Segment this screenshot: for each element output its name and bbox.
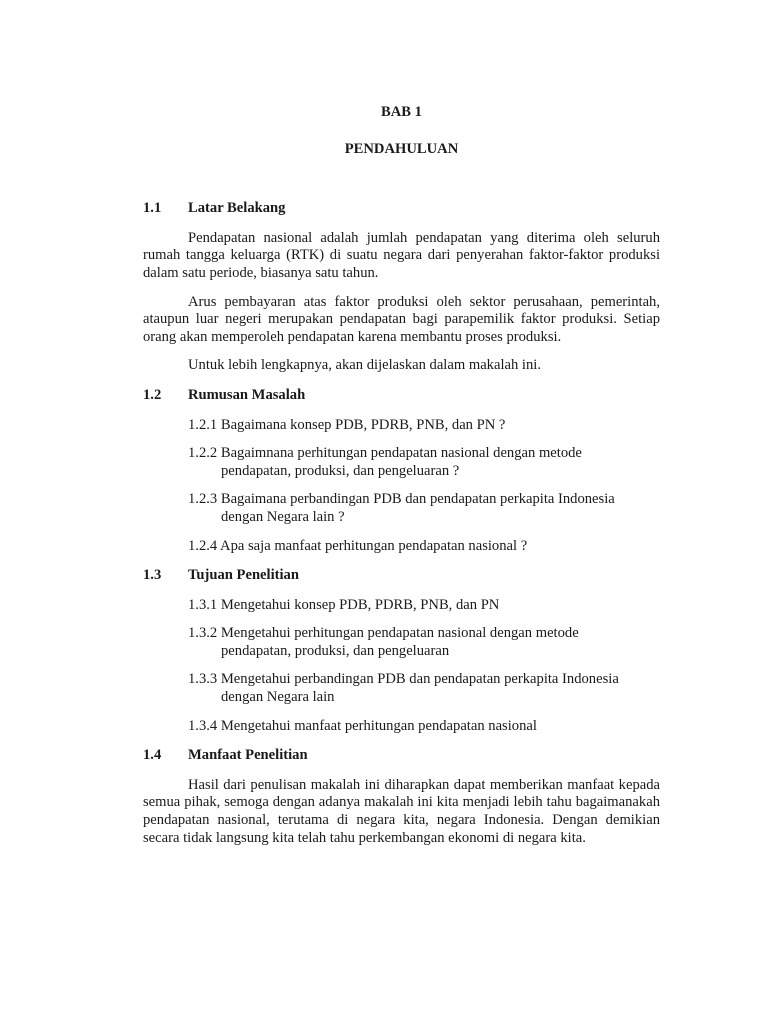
section-number: 1.3: [143, 567, 162, 584]
list-item-line: 1.2.2 Bagaimnana perhitungan pendapatan nasional dengan metode: [188, 445, 582, 462]
list-item-line: 1.2.4 Apa saja manfaat perhitungan pendapatan nasional ?: [188, 537, 528, 554]
chapter-number: BAB 1: [381, 104, 422, 120]
section-title: Rumusan Masalah: [188, 386, 306, 403]
section-number: 1.2: [143, 386, 162, 403]
section-number: 1.4: [143, 747, 162, 764]
paragraph: Untuk lebih lengkapnya, akan dijelaskan dalam makalah ini.: [188, 357, 541, 374]
list-item: [143, 718, 660, 736]
list-item: [143, 597, 660, 615]
section-title: Tujuan Penelitian: [188, 567, 299, 584]
list-item-continuation: pendapatan, produksi, dan pengeluaran: [221, 642, 450, 659]
section-title: Manfaat Penelitian: [188, 747, 308, 764]
list-item: [143, 625, 660, 660]
paragraph: Hasil dari penulisan makalah ini diharapkan dapat memberikan manfaat kepada semua pihak, semoga dengan adanya makalah ini kita menjadi lebih tahu bagaimanakah pendapatan nasional, terutama di negara kita, negara Indonesia. Dengan demikian secara tidak langsung kita telah tahu perkembangan ekonomi di negara kita.: [143, 776, 660, 846]
list-item-line: 1.3.1 Mengetahui konsep PDB, PDRB, PNB, dan PN: [188, 596, 500, 613]
section-title: Latar Belakang: [188, 200, 286, 217]
list-item: [143, 671, 660, 706]
list-item-line: 1.3.4 Mengetahui manfaat perhitungan pendapatan nasional: [188, 717, 537, 734]
list-item: [143, 417, 660, 435]
list-item: [143, 491, 660, 526]
section-heading-latar-belakang: [143, 200, 660, 218]
document-page: [143, 104, 660, 847]
section-heading-tujuan-penelitian: [143, 567, 660, 585]
list-item-line: 1.3.2 Mengetahui perhitungan pendapatan nasional dengan metode: [188, 625, 579, 642]
chapter-title: PENDAHULUAN: [344, 140, 459, 157]
paragraph: Arus pembayaran atas faktor produksi oleh sektor perusahaan, pemerintah, ataupun luar negeri merupakan pendapatan bagi parapemilik faktor produksi. Setiap orang akan memperoleh pendapatan karena membantu proses produksi.: [143, 293, 660, 345]
list-item-continuation: dengan Negara lain: [221, 689, 335, 706]
list-item: [143, 538, 660, 556]
list-item-line: 1.3.3 Mengetahui perbandingan PDB dan pendapatan perkapita Indonesia: [188, 671, 619, 688]
list-item-line: 1.2.3 Bagaimana perbandingan PDB dan pendapatan perkapita Indonesia: [188, 491, 615, 508]
list-item-continuation: dengan Negara lain ?: [221, 508, 345, 525]
section-heading-rumusan-masalah: [143, 387, 660, 405]
paragraph: Pendapatan nasional adalah jumlah pendapatan yang diterima oleh seluruh rumah tangga keluarga (RTK) di suatu negara dari penyerahan faktor-faktor produksi dalam satu periode, biasanya satu tahun.: [143, 229, 660, 281]
section-heading-manfaat-penelitian: [143, 747, 660, 765]
list-item-line: 1.2.1 Bagaimana konsep PDB, PDRB, PNB, dan PN ?: [188, 416, 506, 433]
list-item: [143, 445, 660, 480]
list-item-continuation: pendapatan, produksi, dan pengeluaran ?: [221, 462, 460, 479]
section-number: 1.1: [143, 200, 162, 217]
